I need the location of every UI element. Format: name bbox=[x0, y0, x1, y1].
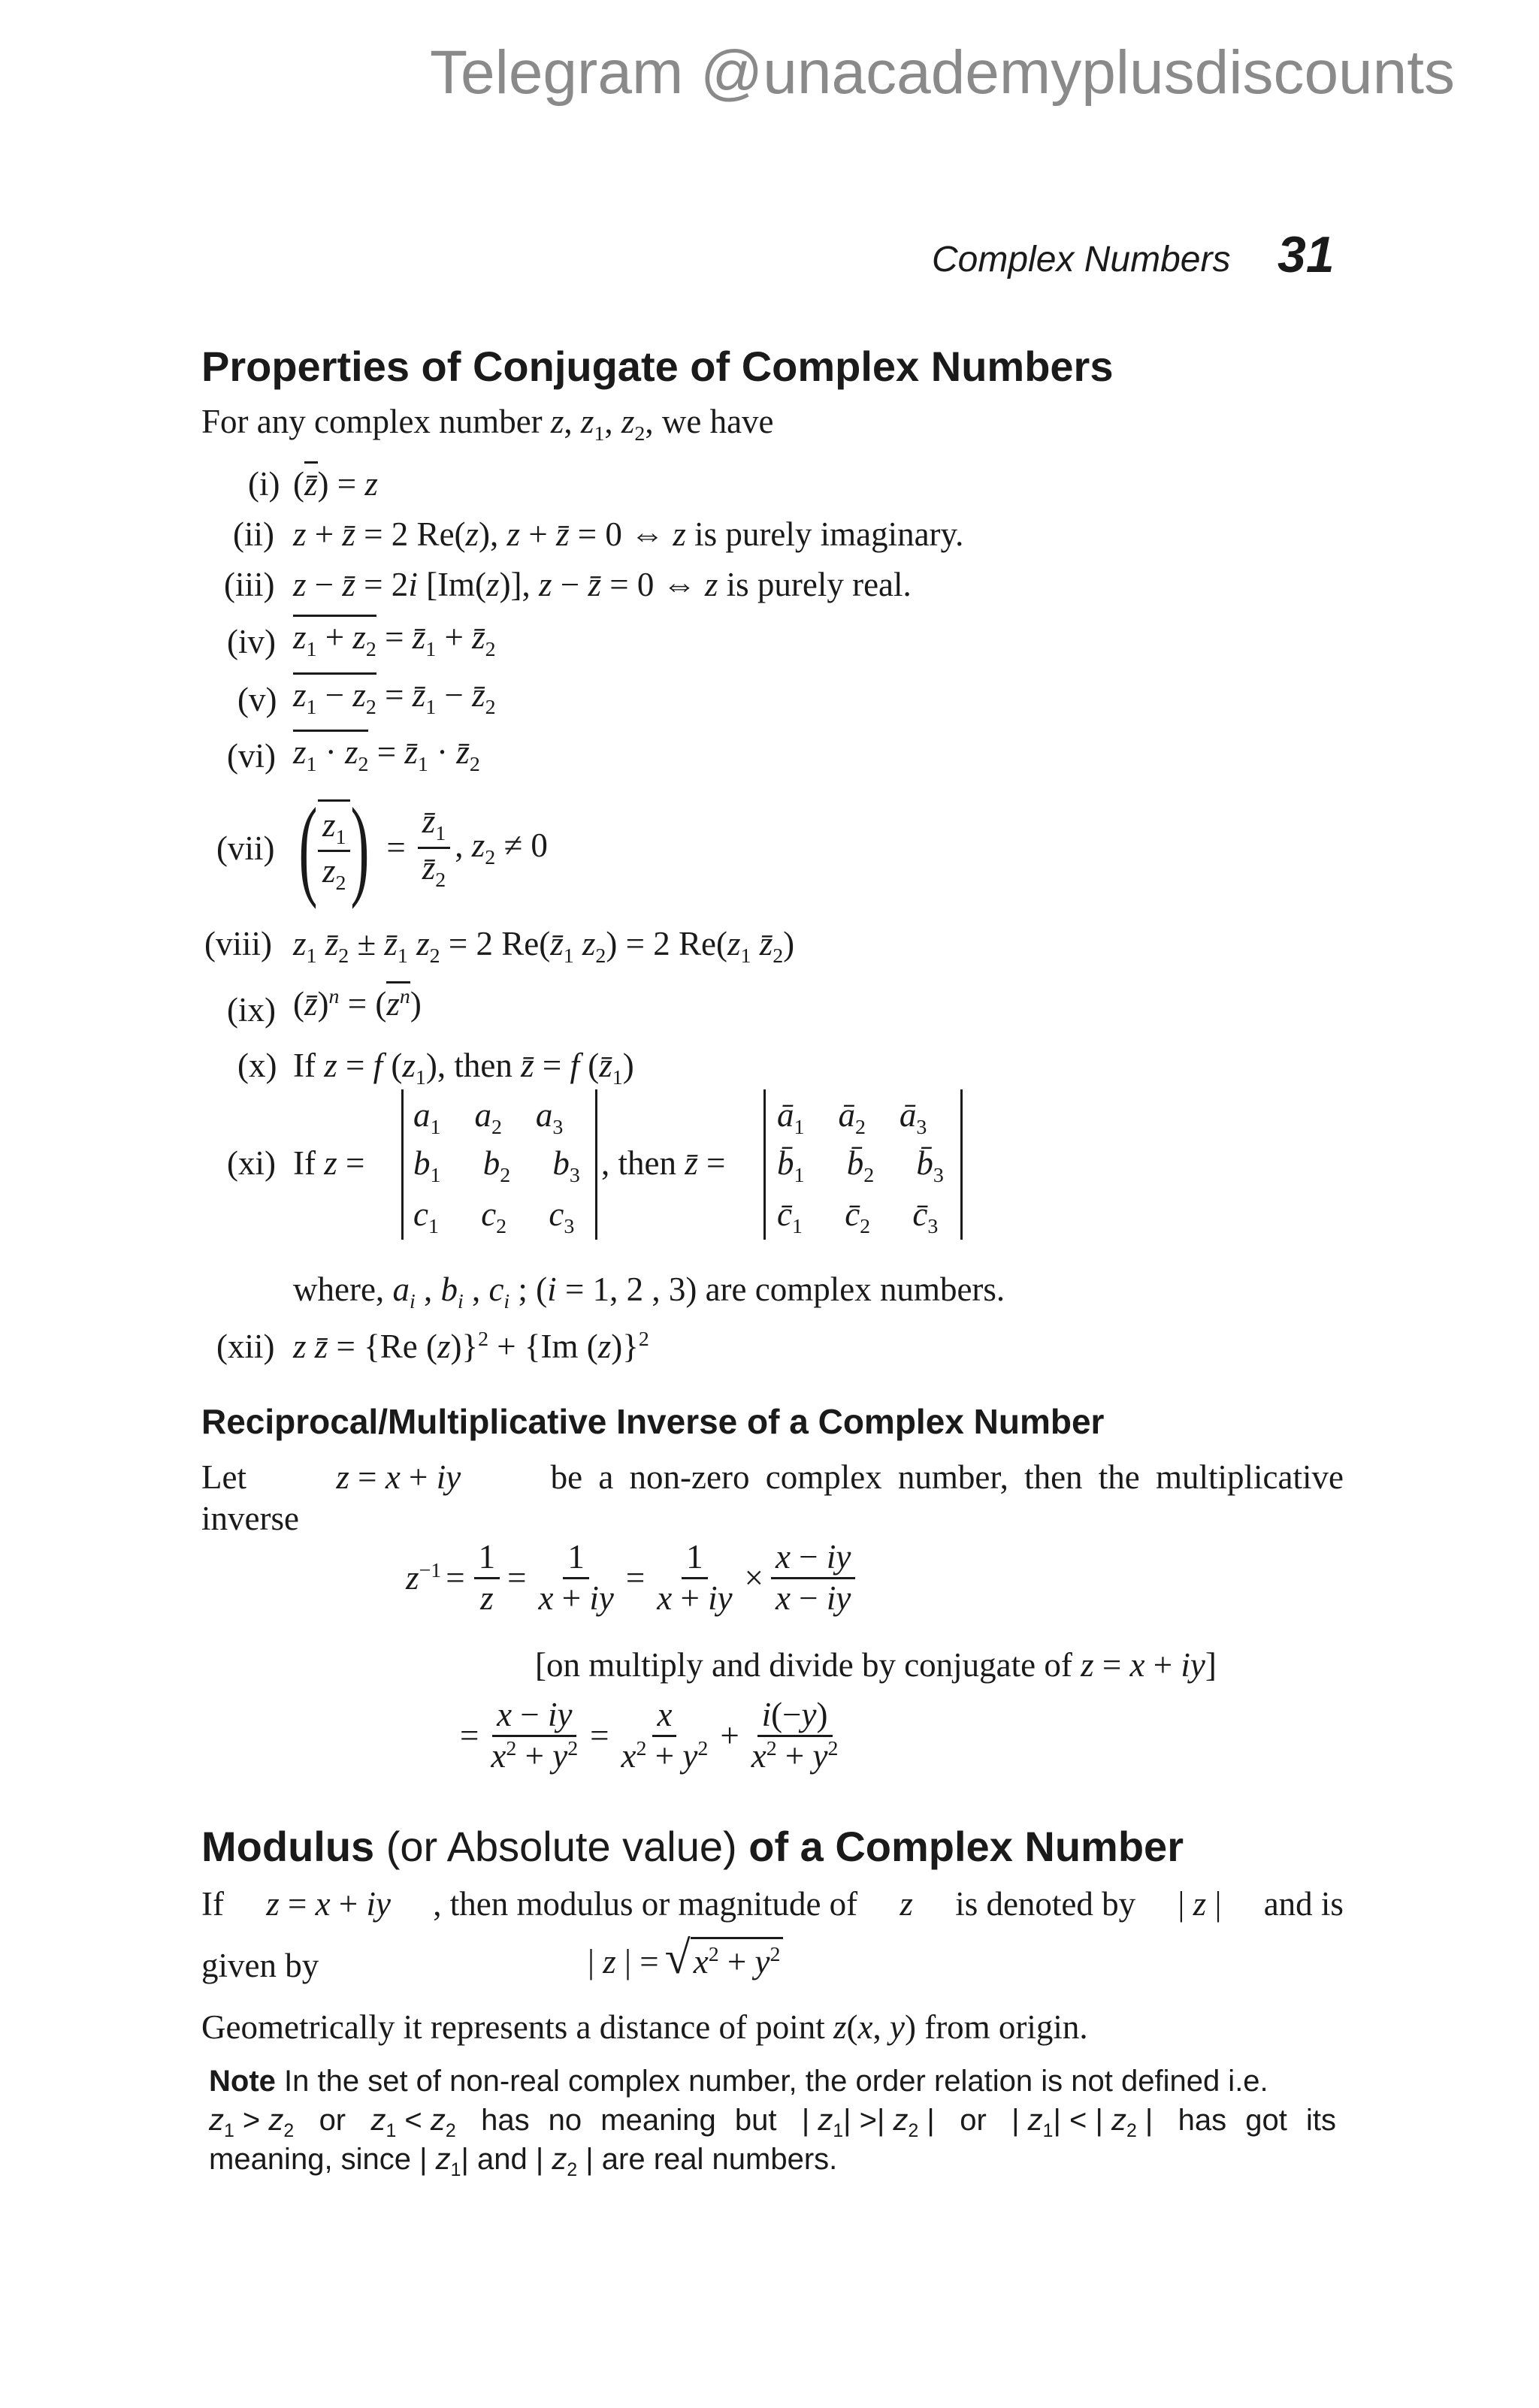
item-label: (i) bbox=[248, 465, 280, 503]
property-v: $z_1 - z_2$ = $z̄_1$ − $z̄_2$ bbox=[293, 675, 496, 720]
property-vii: ( $\frac{z_1}{z_2}$ ) = $\frac{z̄_1}{z̄_2}$ , $z_2 \ne 0$ bbox=[298, 785, 548, 910]
modulus-line1: If z = x + iy , then modulus or magnitude of z is denoted by | z | and is bbox=[201, 1885, 1344, 1923]
intro-prefix: For any complex number bbox=[201, 403, 551, 440]
reciprocal-line1: Let z = x + iy be a non-zero complex number, then the multiplicative bbox=[201, 1458, 1344, 1496]
modulus-formula: | z | = √ $x^2 + y^2$ bbox=[588, 1935, 783, 1981]
item-label: (vii) bbox=[216, 829, 275, 867]
section-heading-reciprocal: Reciprocal/Multiplicative Inverse of a Complex Number bbox=[201, 1402, 1105, 1441]
determinant-bar bbox=[401, 1089, 404, 1240]
note-line1: Note In the set of non-real complex number, the order relation is not defined i.e. bbox=[209, 2065, 1268, 2098]
running-title: Complex Numbers bbox=[932, 240, 1231, 279]
property-iii-text: is purely real. bbox=[726, 566, 912, 603]
item-label: (xi) bbox=[227, 1144, 276, 1182]
item-label: (vi) bbox=[227, 737, 276, 775]
property-x-then: , then bbox=[437, 1047, 512, 1084]
determinant-bar bbox=[960, 1089, 963, 1240]
property-ii-text: is purely imaginary. bbox=[694, 515, 964, 553]
item-label: (xii) bbox=[216, 1328, 275, 1365]
reciprocal-line2: inverse bbox=[201, 1500, 299, 1537]
item-label: (viii) bbox=[204, 925, 272, 962]
determinant-b-row: $b_1$ $b_2$ $b_3$ bbox=[413, 1144, 580, 1187]
determinant-a-row: $a_1$ $a_2$ $a_3$ bbox=[413, 1096, 564, 1139]
determinant-c-row: $c_1$ $c_2$ $c_3$ bbox=[413, 1195, 575, 1238]
watermark: Telegram @unacademyplusdiscounts bbox=[430, 38, 1456, 107]
determinant-bar bbox=[595, 1089, 597, 1240]
section-heading-conjugate: Properties of Conjugate of Complex Numbers bbox=[201, 343, 1114, 390]
modulus-line3: Geometrically it represents a distance of point z(x, y) from origin. bbox=[201, 2008, 1088, 2046]
determinant-bar bbox=[763, 1089, 766, 1240]
property-xi-then: , then z̄ = bbox=[601, 1144, 726, 1182]
note-label: Note bbox=[209, 2065, 276, 2098]
property-x: If z = f $(z_1)$, then z̄ = f $(z̄_1)$ bbox=[293, 1047, 634, 1089]
conjugate-determinant-b-row: $b̄_1$ $b̄_2$ $b̄_3$ bbox=[777, 1144, 944, 1187]
property-ii: z + z̄ = 2 Re(z), z + z̄ = 0 ⇔ z is purely imaginary. bbox=[293, 515, 964, 553]
intro-suffix: , we have bbox=[645, 403, 774, 440]
item-label: (iv) bbox=[227, 623, 276, 660]
conjugate-determinant-a-row: $ā_1$ $ā_2$ $ā_3$ bbox=[777, 1096, 927, 1139]
reciprocal-bracket-note: [on multiply and divide by conjugate of z = x + iy] bbox=[535, 1646, 1217, 1684]
item-label: (x) bbox=[237, 1047, 277, 1084]
conjugate-determinant-c-row: $c̄_1$ $c̄_2$ $c̄_3$ bbox=[777, 1195, 939, 1238]
item-label: (ii) bbox=[233, 515, 274, 553]
note-line3: meaning, since | $z_1|$ and | $z_2$ | are real numbers. bbox=[209, 2143, 838, 2180]
reciprocal-result: = $\frac{x - iy}{x^2 + y^2}$ = $\frac{x}{x^2 + y^2}$ + $\frac{i(-y)}{x^2 + y^2}$ bbox=[460, 1695, 839, 1775]
property-ix: (z̄)$^n$ = $(z^n)$ bbox=[293, 984, 422, 1023]
property-viii: $z_1$ $z̄_2$ ± $z̄_1$ $z_2 = 2$ $Re(z̄_1$ $z_2) = 2$ $Re(z_1$ $z̄_2$) bbox=[293, 925, 795, 968]
item-label: (iii) bbox=[224, 566, 275, 603]
property-x-if: If bbox=[293, 1047, 316, 1084]
property-iv: $z_1 + z_2$ = $z̄_1$ + $z̄_2$ bbox=[293, 618, 496, 662]
note-line2: $z_1 > z_2$ or $z_1 < z_2$ has no meaning but | $z_1|$ >| $z_2$ | or | $z_1|$ < | $z_2$ | has got its bbox=[209, 2104, 1336, 2141]
where-line: where, $a_i$ , $b_i$ , $c_i$ ; (i = 1, 2 , 3) are complex numbers. bbox=[293, 1270, 1005, 1313]
property-vi: $z_1 \cdot z_2$ = $z̄_1$ · $z̄_2$ bbox=[293, 733, 480, 777]
item-label: (ix) bbox=[227, 991, 276, 1029]
modulus-line2: given by bbox=[201, 1947, 319, 1984]
page-number: 31 bbox=[1277, 226, 1335, 283]
item-label: (v) bbox=[237, 681, 277, 718]
reciprocal-equation: $z^{-1}$ = $\frac{1}{z}$ = $\frac{1}{x + iy}$ = $\frac{1}{x + iy}$ × $\frac{x - iy}{x - iy}$ bbox=[406, 1529, 860, 1627]
property-i: (z̄) = z bbox=[293, 464, 378, 503]
property-iii: z − z̄ = 2i [Im(z)], z − z̄ = 0 ⇔ z is purely real. bbox=[293, 566, 912, 603]
property-xi-if: If z = bbox=[293, 1144, 365, 1182]
property-xii: z z̄ = {Re (z)}$^2$ + {Im (z)}$^2$ bbox=[293, 1328, 649, 1365]
section-heading-modulus: Modulus (or Absolute value) of a Complex Number bbox=[201, 1823, 1184, 1870]
intro-line: For any complex number z, $z_1$, $z_2$, we have bbox=[201, 403, 774, 446]
